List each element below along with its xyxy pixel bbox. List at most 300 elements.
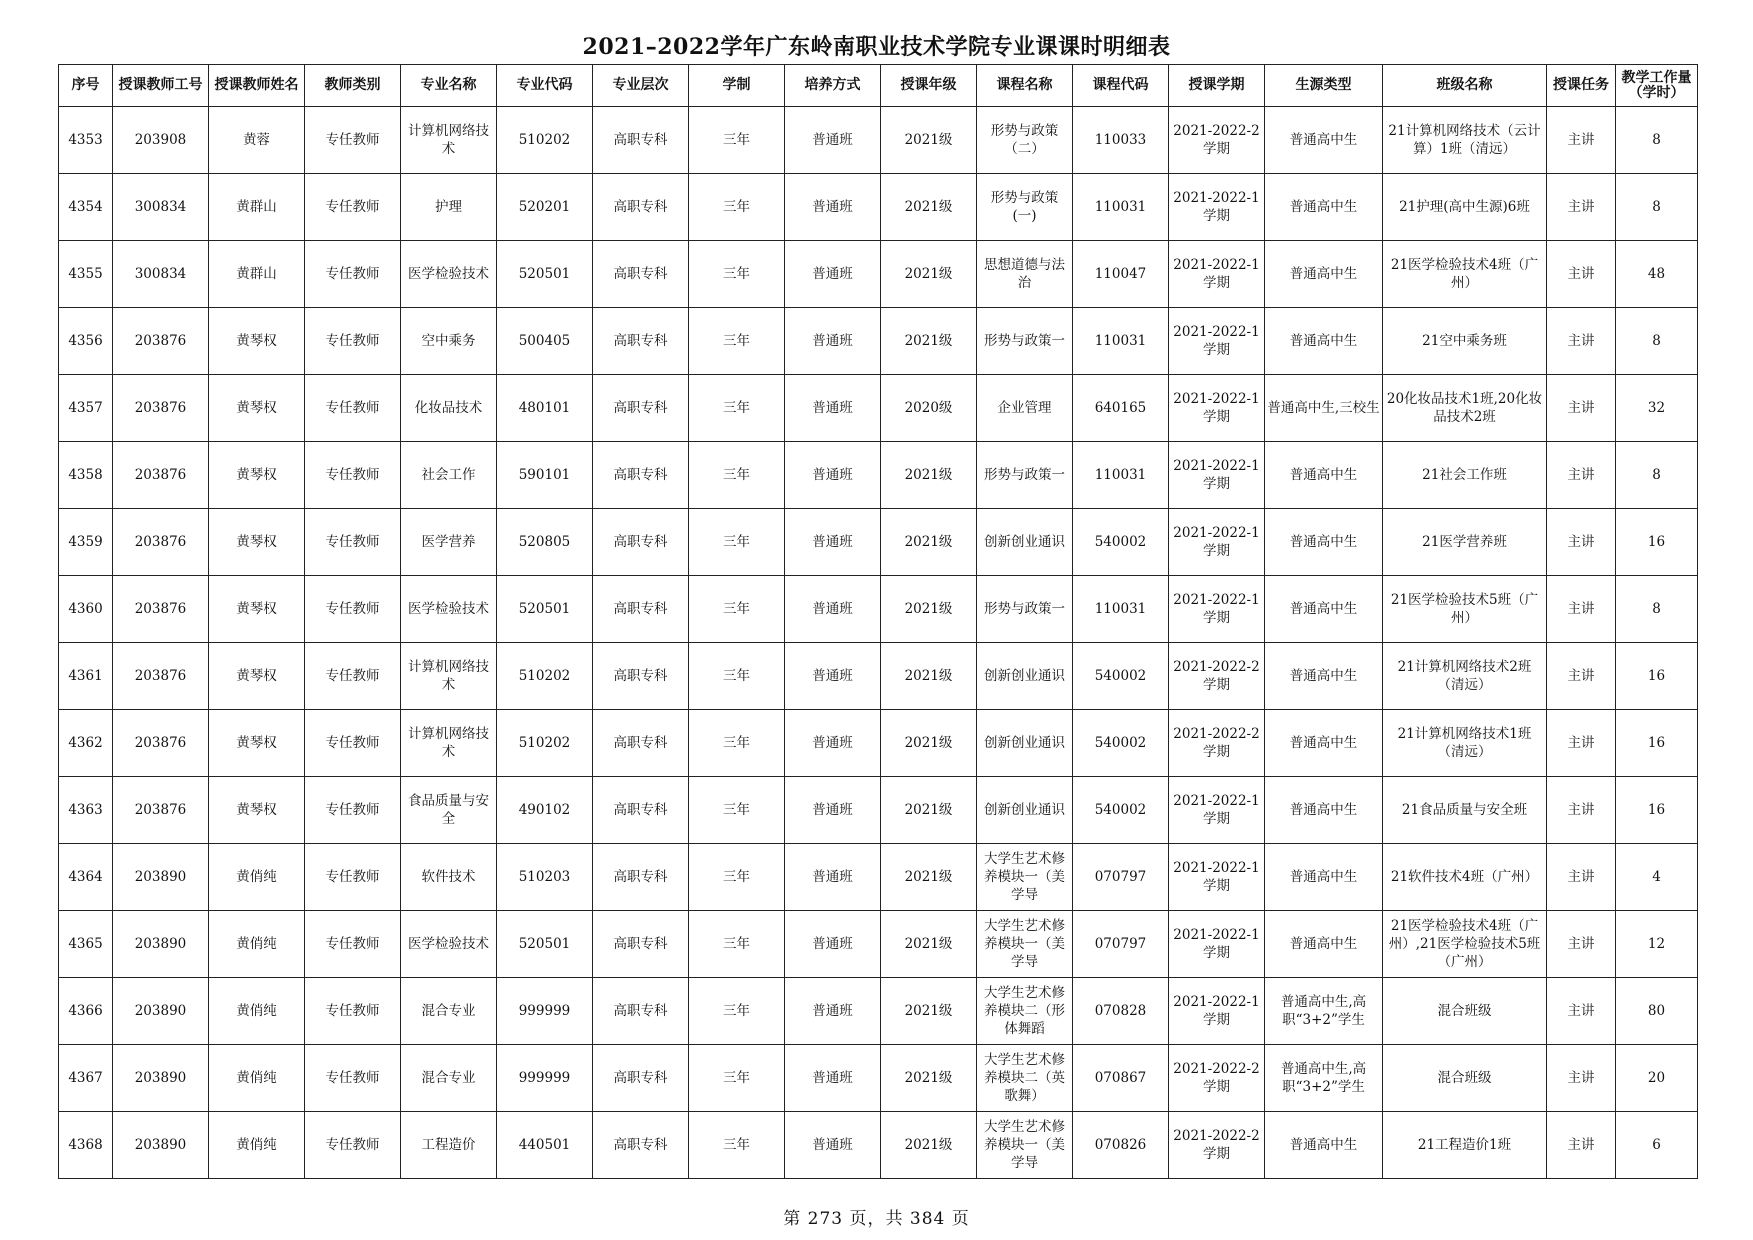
- table-cell: [1169, 844, 1265, 911]
- cell-text: 490102: [518, 802, 571, 818]
- table-cell: [497, 1045, 593, 1112]
- table-cell: [1383, 777, 1547, 844]
- cell-text: 203890: [134, 936, 187, 952]
- cell-text: 三年: [723, 668, 750, 684]
- table-cell: [497, 978, 593, 1045]
- cell-text: 4353: [68, 132, 103, 148]
- table-cell: [1265, 643, 1383, 710]
- table-cell: [1383, 375, 1547, 442]
- cell-text: 480101: [518, 400, 571, 416]
- table-cell: [59, 911, 113, 978]
- table-cell: [209, 710, 305, 777]
- cell-text: 专任教师: [325, 601, 380, 617]
- table-cell: [1169, 710, 1265, 777]
- cell-text: 计算机网络技术: [408, 123, 489, 157]
- cell-text: 主讲: [1567, 132, 1595, 148]
- table-cell: [401, 911, 497, 978]
- table-cell: [1265, 710, 1383, 777]
- cell-text: 2021-2022-1学期: [1173, 994, 1260, 1028]
- table-cell: [977, 241, 1073, 308]
- table-cell: [1547, 308, 1616, 375]
- cell-text: 21医学营养班: [1422, 534, 1507, 550]
- table-cell: [1073, 442, 1169, 509]
- cell-text: 2021级: [904, 1070, 953, 1086]
- table-cell: [59, 978, 113, 1045]
- table-cell: [497, 241, 593, 308]
- cell-text: 高职专科: [613, 1137, 668, 1153]
- table-cell: [593, 844, 689, 911]
- table-cell: [1169, 375, 1265, 442]
- cell-text: 8: [1652, 199, 1661, 215]
- cell-text: 创新创业通识: [984, 802, 1065, 818]
- column-header: 生源类型: [1265, 65, 1383, 107]
- table-cell: [113, 308, 209, 375]
- table-cell: [113, 1112, 209, 1179]
- cell-text: 三年: [723, 869, 750, 885]
- table-row: [59, 174, 1698, 241]
- table-cell: [1547, 174, 1616, 241]
- table-cell: [209, 576, 305, 643]
- table-cell: [593, 308, 689, 375]
- cell-text: 专任教师: [325, 467, 380, 483]
- cell-text: 企业管理: [997, 400, 1052, 416]
- cell-text: 普通班: [812, 1070, 853, 1086]
- cell-text: 创新创业通识: [984, 534, 1065, 550]
- table-cell: [401, 844, 497, 911]
- table-cell: [881, 308, 977, 375]
- table-cell: [209, 107, 305, 174]
- cell-text: 2021-2022-2学期: [1173, 1061, 1260, 1095]
- cell-text: 专任教师: [325, 668, 380, 684]
- table-cell: [1383, 241, 1547, 308]
- column-header: 课程代码: [1073, 65, 1169, 107]
- cell-text: 203890: [134, 1070, 187, 1086]
- column-header: 教学工作量（学时）: [1616, 65, 1698, 107]
- cell-text: 普通高中生: [1289, 735, 1358, 751]
- table-cell: [209, 308, 305, 375]
- table-cell: [113, 777, 209, 844]
- table-cell: [1073, 844, 1169, 911]
- table-cell: [497, 844, 593, 911]
- cell-text: 普通班: [812, 735, 853, 751]
- cell-text: 三年: [723, 199, 750, 215]
- table-cell: [593, 911, 689, 978]
- cell-text: 203876: [134, 534, 187, 550]
- table-cell: [401, 1112, 497, 1179]
- cell-text: 16: [1647, 668, 1666, 684]
- cell-text: 专任教师: [325, 534, 380, 550]
- cell-text: 混合班级: [1437, 1003, 1492, 1019]
- cell-text: 普通高中生: [1289, 333, 1358, 349]
- cell-text: 黄俏纯: [236, 1003, 277, 1019]
- table-cell: [785, 643, 881, 710]
- table-cell: [1616, 442, 1698, 509]
- column-header: 序号: [59, 65, 113, 107]
- column-header: 课程名称: [977, 65, 1073, 107]
- cell-text: 黄俏纯: [236, 1137, 277, 1153]
- cell-text: 形势与政策(一): [990, 190, 1059, 224]
- table-cell: [305, 1045, 401, 1112]
- cell-text: 8: [1652, 467, 1661, 483]
- cell-text: 999999: [518, 1070, 571, 1086]
- table-cell: [113, 375, 209, 442]
- cell-text: 高职专科: [613, 668, 668, 684]
- table-cell: [689, 442, 785, 509]
- cell-text: 三年: [723, 936, 750, 952]
- table-cell: [1383, 509, 1547, 576]
- cell-text: 2021-2022-1学期: [1173, 190, 1260, 224]
- table-cell: [1616, 1112, 1698, 1179]
- cell-text: 高职专科: [613, 534, 668, 550]
- cell-text: 黄群山: [236, 266, 277, 282]
- table-cell: [401, 777, 497, 844]
- table-cell: [689, 174, 785, 241]
- cell-text: 三年: [723, 467, 750, 483]
- table-cell: [305, 308, 401, 375]
- column-header: 授课教师工号: [113, 65, 209, 107]
- cell-text: 普通班: [812, 1003, 853, 1019]
- table-cell: [59, 174, 113, 241]
- cell-text: 护理: [435, 199, 462, 215]
- table-cell: [1547, 844, 1616, 911]
- cell-text: 形势与政策一: [984, 467, 1065, 483]
- table-cell: [1265, 509, 1383, 576]
- cell-text: 21医学检验技术4班（广州）: [1390, 257, 1539, 291]
- table-cell: [1265, 576, 1383, 643]
- table-row: [59, 844, 1698, 911]
- table-cell: [593, 978, 689, 1045]
- table-cell: [401, 710, 497, 777]
- table-cell: [1073, 576, 1169, 643]
- table-cell: [881, 107, 977, 174]
- table-cell: [1547, 509, 1616, 576]
- table-cell: [1547, 1112, 1616, 1179]
- cell-text: 空中乘务: [421, 333, 476, 349]
- cell-text: 化妆品技术: [414, 400, 483, 416]
- cell-text: 4361: [68, 668, 103, 684]
- table-cell: [113, 509, 209, 576]
- cell-text: 203876: [134, 601, 187, 617]
- table-cell: [1383, 1045, 1547, 1112]
- cell-text: 思想道德与法治: [984, 257, 1065, 291]
- cell-text: 三年: [723, 266, 750, 282]
- table-cell: [113, 844, 209, 911]
- cell-text: 2021级: [904, 869, 953, 885]
- table-cell: [977, 643, 1073, 710]
- cell-text: 黄琴权: [236, 735, 277, 751]
- table-cell: [881, 777, 977, 844]
- cell-text: 2021级: [904, 266, 953, 282]
- cell-text: 大学生艺术修养模块一（美学导: [984, 1119, 1065, 1171]
- table-cell: [1547, 107, 1616, 174]
- table-cell: [497, 1112, 593, 1179]
- table-cell: [881, 643, 977, 710]
- cell-text: 主讲: [1567, 936, 1595, 952]
- table-cell: [305, 978, 401, 1045]
- cell-text: 专任教师: [325, 1003, 380, 1019]
- cell-text: 510203: [518, 869, 571, 885]
- table-cell: [593, 442, 689, 509]
- cell-text: 普通班: [812, 467, 853, 483]
- table-cell: [785, 576, 881, 643]
- table-cell: [1383, 174, 1547, 241]
- table-cell: [881, 241, 977, 308]
- table-cell: [977, 710, 1073, 777]
- cell-text: 食品质量与安全: [408, 793, 489, 827]
- table-cell: [401, 375, 497, 442]
- cell-text: 2021-2022-2学期: [1173, 726, 1260, 760]
- cell-text: 440501: [518, 1137, 571, 1153]
- table-cell: [209, 777, 305, 844]
- table-cell: [1616, 911, 1698, 978]
- cell-text: 高职专科: [613, 601, 668, 617]
- cell-text: 三年: [723, 1137, 750, 1153]
- table-cell: [689, 1045, 785, 1112]
- table-cell: [497, 911, 593, 978]
- cell-text: 070797: [1094, 869, 1147, 885]
- cell-text: 高职专科: [613, 1070, 668, 1086]
- cell-text: 520501: [518, 266, 571, 282]
- cell-text: 2021-2022-1学期: [1173, 324, 1260, 358]
- cell-text: 640165: [1094, 400, 1147, 416]
- cell-text: 2021-2022-1学期: [1173, 458, 1260, 492]
- table-cell: [1616, 1045, 1698, 1112]
- table-cell: [497, 576, 593, 643]
- cell-text: 4365: [68, 936, 103, 952]
- cell-text: 510202: [518, 735, 571, 751]
- table-cell: [113, 107, 209, 174]
- table-cell: [1383, 844, 1547, 911]
- cell-text: 主讲: [1567, 199, 1595, 215]
- table-cell: [401, 174, 497, 241]
- table-cell: [59, 576, 113, 643]
- cell-text: 4360: [68, 601, 103, 617]
- table-cell: [1073, 1045, 1169, 1112]
- cell-text: 4357: [68, 400, 103, 416]
- cell-text: 三年: [723, 400, 750, 416]
- table-cell: [209, 509, 305, 576]
- table-cell: [305, 107, 401, 174]
- cell-text: 070797: [1094, 936, 1147, 952]
- table-cell: [1169, 643, 1265, 710]
- table-cell: [401, 509, 497, 576]
- cell-text: 医学营养: [421, 534, 476, 550]
- cell-text: 4366: [68, 1003, 103, 1019]
- cell-text: 普通高中生: [1289, 802, 1358, 818]
- cell-text: 主讲: [1567, 735, 1595, 751]
- table-row: [59, 241, 1698, 308]
- cell-text: 专任教师: [325, 132, 380, 148]
- cell-text: 110031: [1094, 333, 1147, 349]
- cell-text: 2021级: [904, 1003, 953, 1019]
- table-row: [59, 978, 1698, 1045]
- cell-text: 专任教师: [325, 400, 380, 416]
- table-cell: [977, 576, 1073, 643]
- table-cell: [1616, 174, 1698, 241]
- cell-text: 2021级: [904, 333, 953, 349]
- table-cell: [977, 777, 1073, 844]
- table-cell: [59, 375, 113, 442]
- table-cell: [113, 174, 209, 241]
- cell-text: 形势与政策一: [984, 333, 1065, 349]
- table-cell: [1547, 911, 1616, 978]
- table-cell: [1383, 710, 1547, 777]
- cell-text: 普通高中生: [1289, 601, 1358, 617]
- cell-text: 540002: [1094, 802, 1147, 818]
- table-cell: [689, 576, 785, 643]
- cell-text: 普通高中生,三校生: [1267, 400, 1380, 416]
- cell-text: 2021-2022-2学期: [1173, 1128, 1260, 1162]
- table-cell: [1616, 978, 1698, 1045]
- table-cell: [305, 241, 401, 308]
- cell-text: 21食品质量与安全班: [1401, 802, 1528, 818]
- cell-text: 黄琴权: [236, 467, 277, 483]
- cell-text: 203876: [134, 400, 187, 416]
- cell-text: 203890: [134, 1003, 187, 1019]
- cell-text: 高职专科: [613, 266, 668, 282]
- cell-text: 普通班: [812, 534, 853, 550]
- cell-text: 500405: [518, 333, 571, 349]
- column-header: 授课教师姓名: [209, 65, 305, 107]
- cell-text: 黄群山: [236, 199, 277, 215]
- table-cell: [1073, 107, 1169, 174]
- cell-text: 专任教师: [325, 802, 380, 818]
- cell-text: 普通高中生: [1289, 668, 1358, 684]
- table-cell: [1547, 643, 1616, 710]
- table-cell: [113, 442, 209, 509]
- table-cell: [1169, 1112, 1265, 1179]
- cell-text: 2021级: [904, 601, 953, 617]
- cell-text: 2021级: [904, 199, 953, 215]
- table-cell: [1265, 1045, 1383, 1112]
- cell-text: 540002: [1094, 668, 1147, 684]
- table-cell: [785, 509, 881, 576]
- cell-text: 520201: [518, 199, 571, 215]
- table-cell: [881, 978, 977, 1045]
- cell-text: 普通班: [812, 400, 853, 416]
- table-cell: [401, 1045, 497, 1112]
- cell-text: 高职专科: [613, 199, 668, 215]
- table-cell: [305, 643, 401, 710]
- table-cell: [1383, 978, 1547, 1045]
- column-header: 培养方式: [785, 65, 881, 107]
- table-row: [59, 777, 1698, 844]
- cell-text: 普通高中生: [1289, 936, 1358, 952]
- table-cell: [1073, 978, 1169, 1045]
- table-cell: [593, 643, 689, 710]
- cell-text: 黄俏纯: [236, 936, 277, 952]
- table-cell: [497, 509, 593, 576]
- cell-text: 2021级: [904, 936, 953, 952]
- cell-text: 黄琴权: [236, 668, 277, 684]
- cell-text: 主讲: [1567, 333, 1595, 349]
- table-cell: [1073, 241, 1169, 308]
- cell-text: 2021-2022-1学期: [1173, 391, 1260, 425]
- page-title: 2021–2022学年广东岭南职业技术学院专业课课时明细表: [582, 34, 1171, 60]
- cell-text: 110031: [1094, 467, 1147, 483]
- table-cell: [1383, 308, 1547, 375]
- cell-text: 黄琴权: [236, 601, 277, 617]
- table-row: [59, 911, 1698, 978]
- column-header: 授课任务: [1547, 65, 1616, 107]
- cell-text: 黄琴权: [236, 534, 277, 550]
- table-cell: [305, 844, 401, 911]
- cell-text: 专任教师: [325, 266, 380, 282]
- table-cell: [209, 844, 305, 911]
- cell-text: 专任教师: [325, 869, 380, 885]
- table-cell: [59, 107, 113, 174]
- cell-text: 三年: [723, 1003, 750, 1019]
- table-cell: [689, 978, 785, 1045]
- cell-text: 110033: [1094, 132, 1147, 148]
- cell-text: 普通高中生: [1289, 1137, 1358, 1153]
- cell-text: 48: [1647, 266, 1666, 282]
- cell-text: 2021级: [904, 802, 953, 818]
- cell-text: 三年: [723, 333, 750, 349]
- cell-text: 普通高中生,高职“3+2”学生: [1280, 1061, 1367, 1095]
- table-cell: [209, 1112, 305, 1179]
- cell-text: 普通高中生: [1289, 467, 1358, 483]
- cell-text: 203890: [134, 1137, 187, 1153]
- cell-text: 8: [1652, 601, 1661, 617]
- cell-text: 黄俏纯: [236, 1070, 277, 1086]
- table-cell: [1265, 107, 1383, 174]
- table-cell: [1169, 1045, 1265, 1112]
- cell-text: 专任教师: [325, 735, 380, 751]
- table-cell: [401, 643, 497, 710]
- table-cell: [1383, 442, 1547, 509]
- cell-text: 普通班: [812, 668, 853, 684]
- table-cell: [1383, 1112, 1547, 1179]
- table-cell: [305, 1112, 401, 1179]
- table-cell: [977, 978, 1073, 1045]
- table-cell: [59, 777, 113, 844]
- cell-text: 32: [1647, 400, 1666, 416]
- table-cell: [977, 844, 1073, 911]
- cell-text: 黄俏纯: [236, 869, 277, 885]
- cell-text: 计算机网络技术: [408, 726, 489, 760]
- table-cell: [401, 107, 497, 174]
- cell-text: 21空中乘务班: [1422, 333, 1507, 349]
- cell-text: 8: [1652, 333, 1661, 349]
- table-cell: [593, 1045, 689, 1112]
- table-cell: [1616, 844, 1698, 911]
- table-cell: [1547, 1045, 1616, 1112]
- cell-text: 三年: [723, 1070, 750, 1086]
- cell-text: 203908: [134, 132, 187, 148]
- table-cell: [59, 241, 113, 308]
- table-cell: [209, 643, 305, 710]
- cell-text: 社会工作: [421, 467, 476, 483]
- table-cell: [1169, 174, 1265, 241]
- table-cell: [977, 1045, 1073, 1112]
- cell-text: 203876: [134, 802, 187, 818]
- table-cell: [1265, 308, 1383, 375]
- table-cell: [785, 107, 881, 174]
- cell-text: 2021-2022-2学期: [1173, 123, 1260, 157]
- table-cell: [1616, 375, 1698, 442]
- table-cell: [1616, 241, 1698, 308]
- cell-text: 16: [1647, 802, 1666, 818]
- table-cell: [977, 509, 1073, 576]
- table-cell: [113, 911, 209, 978]
- cell-text: 高职专科: [613, 802, 668, 818]
- table-row: [59, 308, 1698, 375]
- cell-text: 510202: [518, 132, 571, 148]
- cell-text: 2021级: [904, 1137, 953, 1153]
- table-cell: [881, 844, 977, 911]
- table-row: [59, 442, 1698, 509]
